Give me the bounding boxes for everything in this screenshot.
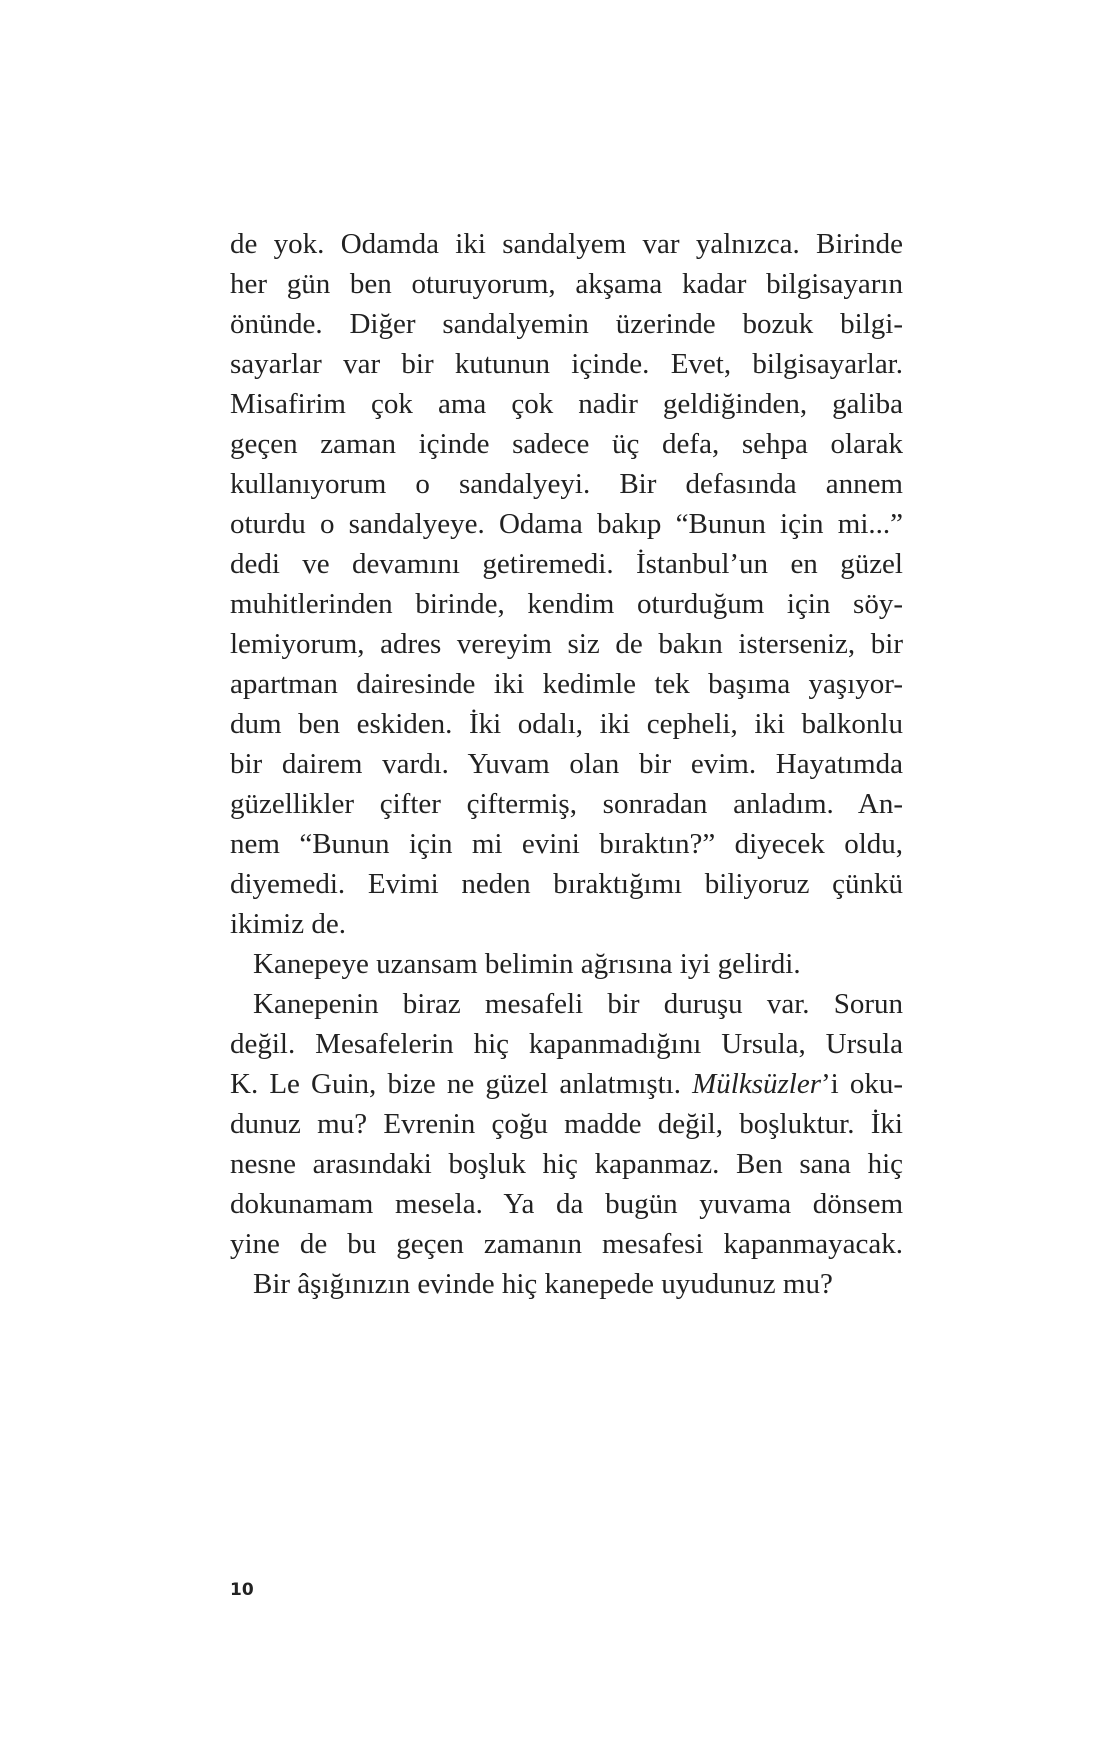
text-segment: K. Le Guin, bize ne güzel anlatmıştı. [230, 1068, 693, 1100]
text-line: güzellikler çifter çiftermiş, sonradan anladım. An- [230, 788, 903, 820]
paragraph-end-line: ikimiz de. [230, 908, 346, 940]
text-line: nem “Bunun için mi evini bıraktın?” diyecek oldu, [230, 828, 903, 860]
text-line: kullanıyorum o sandalyeyi. Bir defasında annem [230, 468, 903, 500]
paragraph-line: Bir âşığınızın evinde hiç kanepede uyudunuz mu? [253, 1268, 833, 1300]
text-line: her gün ben oturuyorum, akşama kadar bilgisayarın [230, 268, 903, 300]
text-line: dedi ve devamını getiremedi. İstanbul’un en güzel [230, 548, 903, 580]
text-line: diyemedi. Evimi neden bıraktığımı biliyoruz çünkü [230, 868, 903, 900]
text-line: nesne arasındaki boşluk hiç kapanmaz. Ben sana hiç [230, 1148, 903, 1180]
text-line: muhitlerinden birinde, kendim oturduğum için söy- [230, 588, 903, 620]
text-line: lemiyorum, adres vereyim siz de bakın isterseniz, bir [230, 628, 903, 660]
paragraph-start-line: Kanepenin biraz mesafeli bir duruşu var. Sorun [253, 988, 903, 1020]
text-line: yine de bu geçen zamanın mesafesi kapanmayacak. [230, 1228, 903, 1260]
text-line: bir dairem vardı. Yuvam olan bir evim. Hayatımda [230, 748, 903, 780]
text-line: de yok. Odamda iki sandalyem var yalnızca. Birinde [230, 228, 903, 260]
text-line: değil. Mesafelerin hiç kapanmadığını Ursula, Ursula [230, 1028, 903, 1060]
paragraph-line: Kanepeye uzansam belimin ağrısına iyi gelirdi. [253, 948, 801, 980]
text-line: sayarlar var bir kutunun içinde. Evet, bilgisayarlar. [230, 348, 903, 380]
text-line: dum ben eskiden. İki odalı, iki cepheli, iki balkonlu [230, 708, 903, 740]
text-line: oturdu o sandalyeye. Odama bakıp “Bunun için mi...” [230, 508, 903, 540]
text-line: önünde. Diğer sandalyemin üzerinde bozuk bilgi- [230, 308, 903, 340]
body-text [230, 224, 903, 1304]
text-line: Misafirim çok ama çok nadir geldiğinden, galiba [230, 388, 903, 420]
text-segment: ’i oku- [820, 1068, 903, 1100]
text-line: geçen zaman içinde sadece üç defa, sehpa olarak [230, 428, 903, 460]
text-line: dunuz mu? Evrenin çoğu madde değil, boşluktur. İki [230, 1108, 903, 1140]
book-title-italic: Mülksüzler [692, 1068, 821, 1100]
text-line-with-italic [230, 1064, 903, 1104]
page-number: 10 [230, 1580, 254, 1600]
text-line: apartman dairesinde iki kedimle tek başıma yaşıyor- [230, 668, 903, 700]
text-line: dokunamam mesela. Ya da bugün yuvama dönsem [230, 1188, 903, 1220]
